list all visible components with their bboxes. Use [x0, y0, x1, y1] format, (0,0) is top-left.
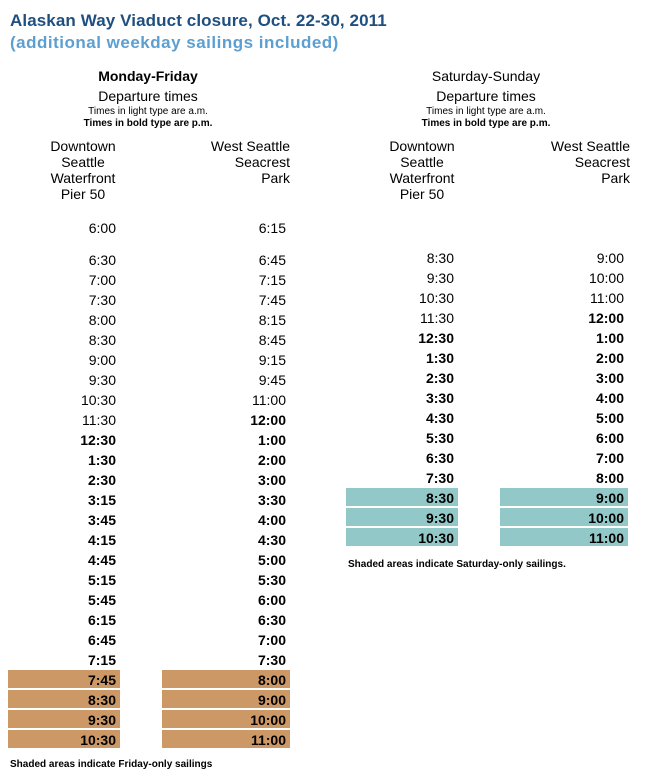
time-cell: 8:00 — [595, 470, 624, 486]
time-cell: 2:00 — [595, 350, 624, 366]
time-cell: 3:00 — [257, 472, 286, 488]
weekend-seacrest-times — [500, 248, 628, 548]
time-cell: 9:00 — [88, 352, 116, 368]
time-cell: 7:30 — [88, 292, 116, 308]
time-cell: 6:30 — [88, 252, 116, 268]
time-cell: 5:30 — [425, 430, 454, 446]
header-line: Downtown — [389, 138, 455, 154]
header-line: Pier 50 — [60, 186, 106, 202]
weekend-pier50-times — [346, 248, 458, 548]
time-cell: 3:45 — [87, 512, 116, 528]
time-cell: 6:00 — [595, 430, 624, 446]
time-cell: 7:00 — [595, 450, 624, 466]
time-cell: 6:00 — [88, 220, 116, 236]
header-line: Park — [601, 170, 630, 186]
time-cell: 6:30 — [425, 450, 454, 466]
time-cell: 10:30 — [346, 528, 458, 548]
time-cell: 7:00 — [88, 272, 116, 288]
time-cell: 8:30 — [8, 690, 120, 710]
header-line: Seattle — [400, 154, 444, 170]
time-cell: 10:00 — [588, 270, 624, 286]
time-cell: 9:30 — [88, 372, 116, 388]
time-cell: 11:30 — [420, 310, 454, 326]
time-cell: 6:30 — [257, 612, 286, 628]
time-cell: 12:00 — [250, 412, 286, 428]
time-cell: 6:00 — [257, 592, 286, 608]
time-cell: 11:30 — [82, 412, 116, 428]
time-cell: 9:00 — [162, 690, 290, 710]
time-cell: 7:15 — [87, 652, 116, 668]
weekend-footnote: Shaded areas indicate Saturday-only sailings. — [348, 559, 566, 570]
time-cell: 10:30 — [418, 290, 454, 306]
header-line: Seattle — [61, 154, 105, 170]
time-cell: 4:15 — [87, 532, 116, 548]
time-cell: 5:45 — [87, 592, 116, 608]
time-cell: 10:00 — [162, 710, 290, 730]
time-cell: 6:15 — [87, 612, 116, 628]
time-cell: 8:30 — [88, 332, 116, 348]
time-cell: 4:00 — [595, 390, 624, 406]
weekday-seacrest-times — [162, 218, 290, 750]
weekend-departure-label: Departure times — [436, 88, 536, 104]
weekday-heading — [38, 66, 258, 130]
weekday-footnote: Shaded areas indicate Friday-only sailings — [10, 759, 213, 770]
time-cell: 9:30 — [346, 508, 458, 528]
time-cell: 10:30 — [80, 392, 116, 408]
time-cell: 7:30 — [257, 652, 286, 668]
time-cell: 3:00 — [595, 370, 624, 386]
time-cell: 5:15 — [87, 572, 116, 588]
time-cell: 11:00 — [500, 528, 628, 548]
time-cell: 7:45 — [258, 292, 286, 308]
time-cell: 8:30 — [426, 250, 454, 266]
time-cell: 3:30 — [257, 492, 286, 508]
time-cell: 9:15 — [258, 352, 286, 368]
time-cell: 11:00 — [590, 290, 624, 306]
header-line: Seacrest — [234, 154, 290, 170]
time-cell: 8:30 — [346, 488, 458, 508]
weekday-day-label: Monday-Friday — [98, 68, 198, 84]
time-cell: 9:00 — [596, 250, 624, 266]
weekend-heading — [376, 66, 596, 130]
time-cell: 3:30 — [425, 390, 454, 406]
time-cell: 10:00 — [500, 508, 628, 528]
time-cell: 2:30 — [425, 370, 454, 386]
page-title: Alaskan Way Viaduct closure, Oct. 22-30, 2011 — [10, 11, 387, 30]
time-cell: 4:30 — [425, 410, 454, 426]
time-cell: 4:45 — [87, 552, 116, 568]
time-cell: 4:30 — [257, 532, 286, 548]
weekend-note-am: Times in light type are a.m. — [426, 106, 546, 117]
weekend-col1-header — [385, 138, 459, 202]
header-line: Waterfront — [50, 170, 116, 186]
weekend-col2-header — [530, 138, 630, 186]
time-cell: 7:15 — [258, 272, 286, 288]
time-cell: 5:00 — [595, 410, 624, 426]
weekday-note-am: Times in light type are a.m. — [88, 106, 208, 117]
time-cell: 11:00 — [252, 392, 286, 408]
time-cell: 10:30 — [8, 730, 120, 750]
weekday-col2-header — [190, 138, 290, 186]
header-line: Seacrest — [574, 154, 630, 170]
time-cell: 12:30 — [80, 432, 116, 448]
time-cell: 3:15 — [87, 492, 116, 508]
time-cell: 9:30 — [426, 270, 454, 286]
time-cell: 6:45 — [87, 632, 116, 648]
weekday-pier50-times — [8, 218, 120, 750]
weekend-day-label: Saturday-Sunday — [431, 68, 541, 84]
time-cell: 6:15 — [258, 220, 286, 236]
time-cell: 8:45 — [258, 332, 286, 348]
time-cell: 9:00 — [500, 488, 628, 508]
time-cell: 9:30 — [8, 710, 120, 730]
weekday-note-pm: Times in bold type are p.m. — [83, 118, 213, 129]
time-cell: 8:00 — [162, 670, 290, 690]
page-subtitle: (additional weekday sailings included) — [10, 33, 339, 52]
time-cell: 1:00 — [595, 330, 624, 346]
time-cell: 12:00 — [588, 310, 624, 326]
header-line: Waterfront — [389, 170, 455, 186]
time-cell: 1:30 — [87, 452, 116, 468]
time-cell: 8:00 — [88, 312, 116, 328]
time-cell: 1:00 — [257, 432, 286, 448]
header-line: Pier 50 — [399, 186, 445, 202]
time-cell: 7:30 — [425, 470, 454, 486]
time-cell: 11:00 — [162, 730, 290, 750]
weekend-note-pm: Times in bold type are p.m. — [421, 118, 551, 129]
weekday-departure-label: Departure times — [98, 88, 198, 104]
time-cell: 7:45 — [8, 670, 120, 690]
header-line: Park — [261, 170, 290, 186]
time-cell: 12:30 — [418, 330, 454, 346]
header-line: Downtown — [50, 138, 116, 154]
time-cell: 5:30 — [257, 572, 286, 588]
time-cell: 9:45 — [258, 372, 286, 388]
header-line: West Seattle — [550, 138, 630, 154]
time-cell: 5:00 — [257, 552, 286, 568]
time-cell: 2:00 — [257, 452, 286, 468]
time-cell: 8:15 — [258, 312, 286, 328]
time-cell: 2:30 — [87, 472, 116, 488]
time-cell: 6:45 — [258, 252, 286, 268]
time-cell: 4:00 — [257, 512, 286, 528]
time-cell: 7:00 — [257, 632, 286, 648]
time-cell: 1:30 — [425, 350, 454, 366]
weekday-col1-header — [46, 138, 120, 202]
header-line: West Seattle — [210, 138, 290, 154]
